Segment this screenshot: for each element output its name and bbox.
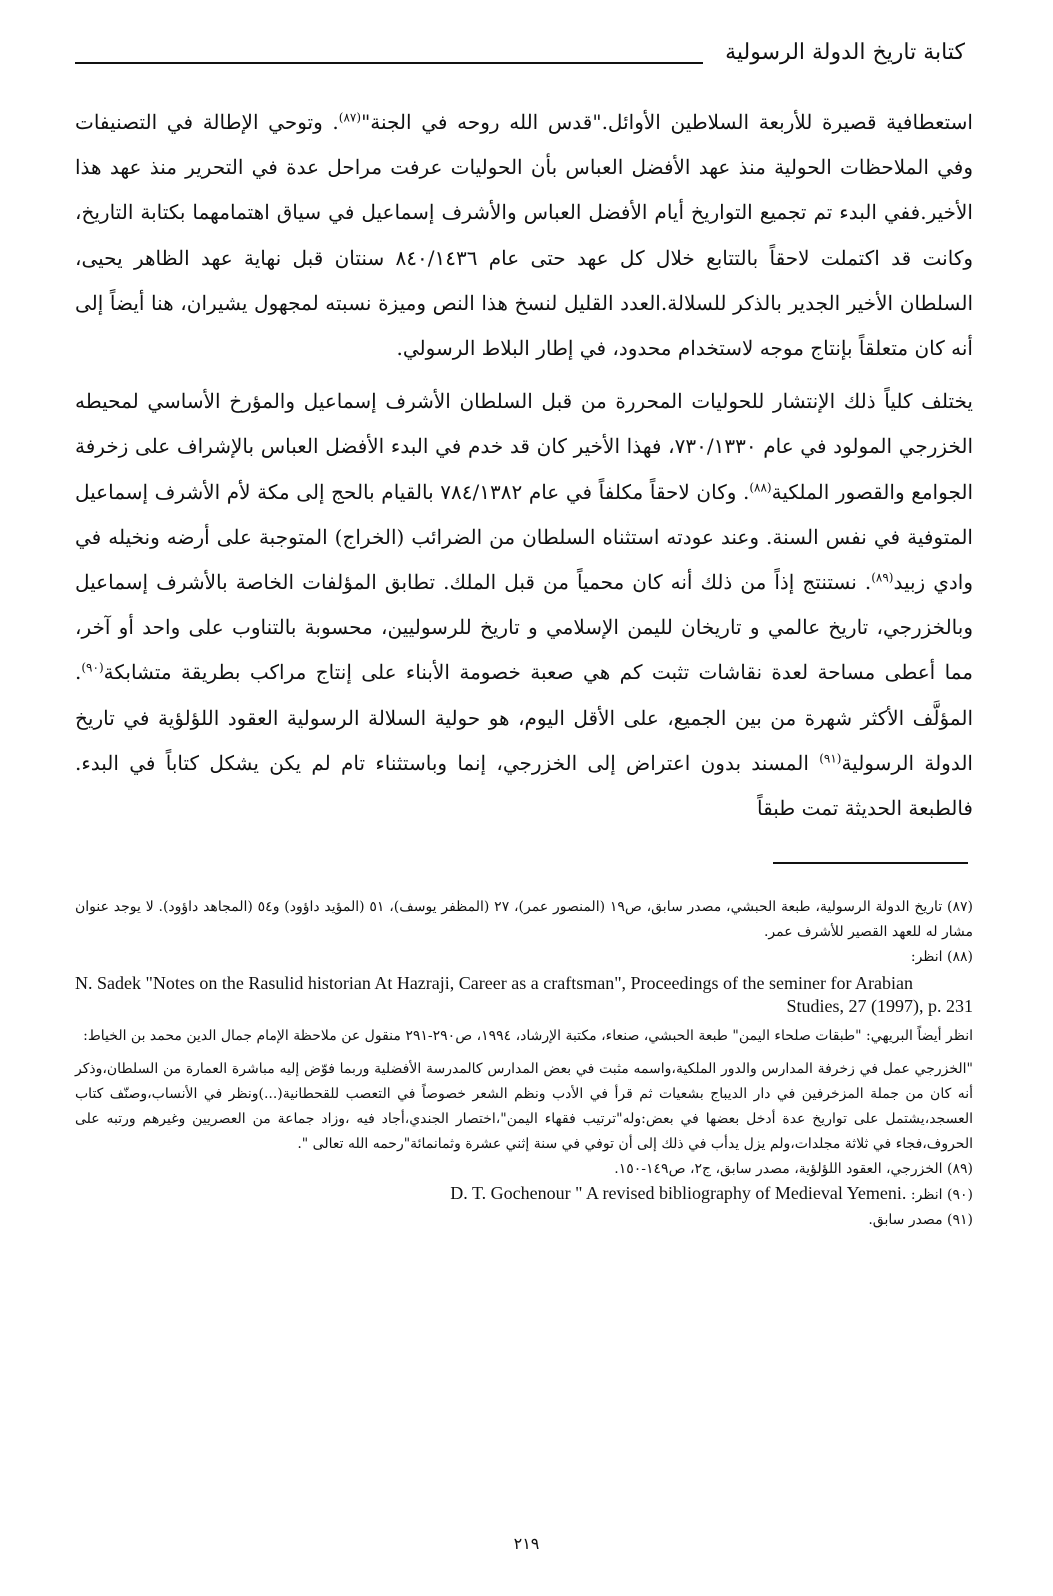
footnote-90 (75, 1182, 973, 1208)
footnote-ref-91: (٩١) (819, 751, 842, 766)
footnote-88-more: انظر أيضاً البريهي: "طبقات صلحاء اليمن" طبعة الحبشي، صنعاء، مكتبة الإرشاد، ١٩٩٤، ص٢٩٠-٢٩١ منقول عن ملاحظة الإمام جمال الدين محمد بن الخياط: (83, 1028, 973, 1044)
running-head-rule (75, 62, 703, 64)
footnote-87: (٨٧) تاريخ الدولة الرسولية، طبعة الحبشي، مصدر سابق، ص١٩ (المنصور عمر)، ٢٧ (المظفر يوسف)، ٥١ (المؤيد داؤود) و٥٤ (المجاهد داؤود). لا يوجد عنوان مشار له للعهد القصير للأشرف عمر. (75, 899, 973, 940)
paragraph-1 (75, 100, 973, 371)
running-head-title: كتابة تاريخ الدولة الرسولية (725, 40, 965, 65)
footnote-88-quote: "الخزرجي عمل في زخرفة المدارس والدور الملكية،واسمه مثبت في بعض المدارس كالمدرسة الأفضلية وربما فوّض إليه مباشرة العمارة من السلطان،وذكر أنه كان من جملة المزخرفين في دار الديباج بشعيات ثم قرأ في الأدب ونظم الشعر خصوصاً في التعصب للقحطانية(...)ونظر في الأنساب،وصنّف كتاب العسجد،يشتمل على تواريخ عدة أدخل بعضها في بعض:وله"ترتيب فقهاء اليمن"،اختصار الجندي،أجاد فيه ،وزاد جماعة من العصريين وغيرهم ورتبه على الحروف،فجاء في ثلاثة مجلدات،ولم يزل يدأب في ذلك إلى أن توفي في سنة إثني عشرة وثمانمائة"رحمه الله تعالى ". (75, 1061, 973, 1152)
paragraph-1-text-a: استعطافية قصيرة للأربعة السلاطين الأوائل."قدس الله روحه في الجنة" (361, 110, 973, 134)
paragraph-2-text-e: المسند بدون اعتراض إلى الخزرجي، إنما وباستثناء تام لم يكن يشكل كتاباً في البدء. فالطبعة الحديثة تمت طبقاً (75, 750, 973, 821)
footnote-separator (773, 862, 968, 864)
running-head (75, 36, 965, 76)
paragraph-2 (75, 379, 973, 831)
paragraph-2-text-b: . وكان لاحقاً مكلفاً في عام ٧٨٤/١٣٨٢ بالقيام بالحج إلى مكة لأم الأشرف إسماعيل المتوفية في نفس السنة. وعند عودته استثناه السلطان من الضرائب (الخراج) المتوجبة على أرضه ونخيله في وادي زبيد (75, 479, 974, 595)
footnote-ref-87: (٨٧) (338, 110, 362, 125)
footnote-ref-90: (٩٠) (81, 660, 104, 675)
footnote-90-label: (٩٠) انظر: (910, 1187, 973, 1203)
page-number: ٢١٩ (513, 1534, 540, 1553)
footnote-90-english: D. T. Gochenour " A revised bibliography of Medieval Yemeni. (450, 1183, 907, 1203)
footnote-88-english: N. Sadek "Notes on the Rasulid historian At Hazraji, Career as a craftsman", Proceedings of the seminer for Arabian Studies, 27 (1997), p. 231 (75, 973, 973, 1016)
paragraph-1-text-b: . وتوحي الإطالة في التصنيفات وفي الملاحظات الحولية منذ عهد الأفضل العباس بأن الحوليات عرفت مراحل عدة في التحرير منذ عهد هذا الأخير.ففي البدء تم تجميع التواريخ أيام الأفضل العباس والأشرف إسماعيل في سياق اهتمامهما بكتابة التاريخ، وكانت قد اكتملت لاحقاً بالتتابع خلال كل عهد حتى عام ٨٤٠/١٤٣٦ سنتان قبل نهاية عهد الظاهر يحيى، السلطان الأخير الجدير بالذكر للسلالة.العدد القليل لنسخ هذا النص وميزة نسبته لمجهول يشيران، هنا أيضاً إلى أنه كان متعلقاً بإنتاج موجه لاستخدام محدود، في إطار البلاط الرسولي. (75, 110, 973, 361)
paragraph-2-text-c: . نستنتج إذاً من ذلك أنه كان محمياً من قبل الملك. تطابق المؤلفات الخاصة بالأشرف إسماعيل وبالخزرجي، تاريخ عالمي و تاريخان لليمن الإسلامي و تاريخ للرسوليين، محسوبة بالتناوب على واحد أو آخر، مما أعطى مساحة لعدة نقاشات تثبت كم هي صعبة خصومة الأبناء على إنتاج مراكب بطريقة متشابكة (75, 570, 973, 685)
footnote-ref-89: (٨٩) (871, 570, 894, 585)
footnote-88-label: (٨٨) انظر: (910, 949, 973, 965)
body-text (75, 100, 973, 831)
footnote-ref-88: (٨٨) (749, 479, 772, 494)
footnote-89: (٨٩) الخزرجي، العقود اللؤلؤية، مصدر سابق، ج٢، ص١٤٩-١٥٠. (614, 1161, 973, 1177)
paragraph-2-text-a: يختلف كلياً ذلك الإنتشار للحوليات المحررة من قبل السلطان الأشرف إسماعيل والمؤرخ الأساسي لمحيطه الخزرجي المولود في عام ٧٣٠/١٣٣٠، فهذا الأخير كان قد خدم في البدء الأفضل العباس بالإشراف على زخرفة الجوامع والقصور الملكية (75, 389, 974, 504)
paragraph-2-text-d: . المؤلَّف الأكثر شهرة من بين الجميع، على الأقل اليوم، هو حولية السلالة الرسولية العقود اللؤلؤية في تاريخ الدولة الرسولية (75, 660, 973, 775)
footnotes (75, 895, 973, 1233)
footnote-91: (٩١) مصدر سابق. (868, 1212, 973, 1228)
